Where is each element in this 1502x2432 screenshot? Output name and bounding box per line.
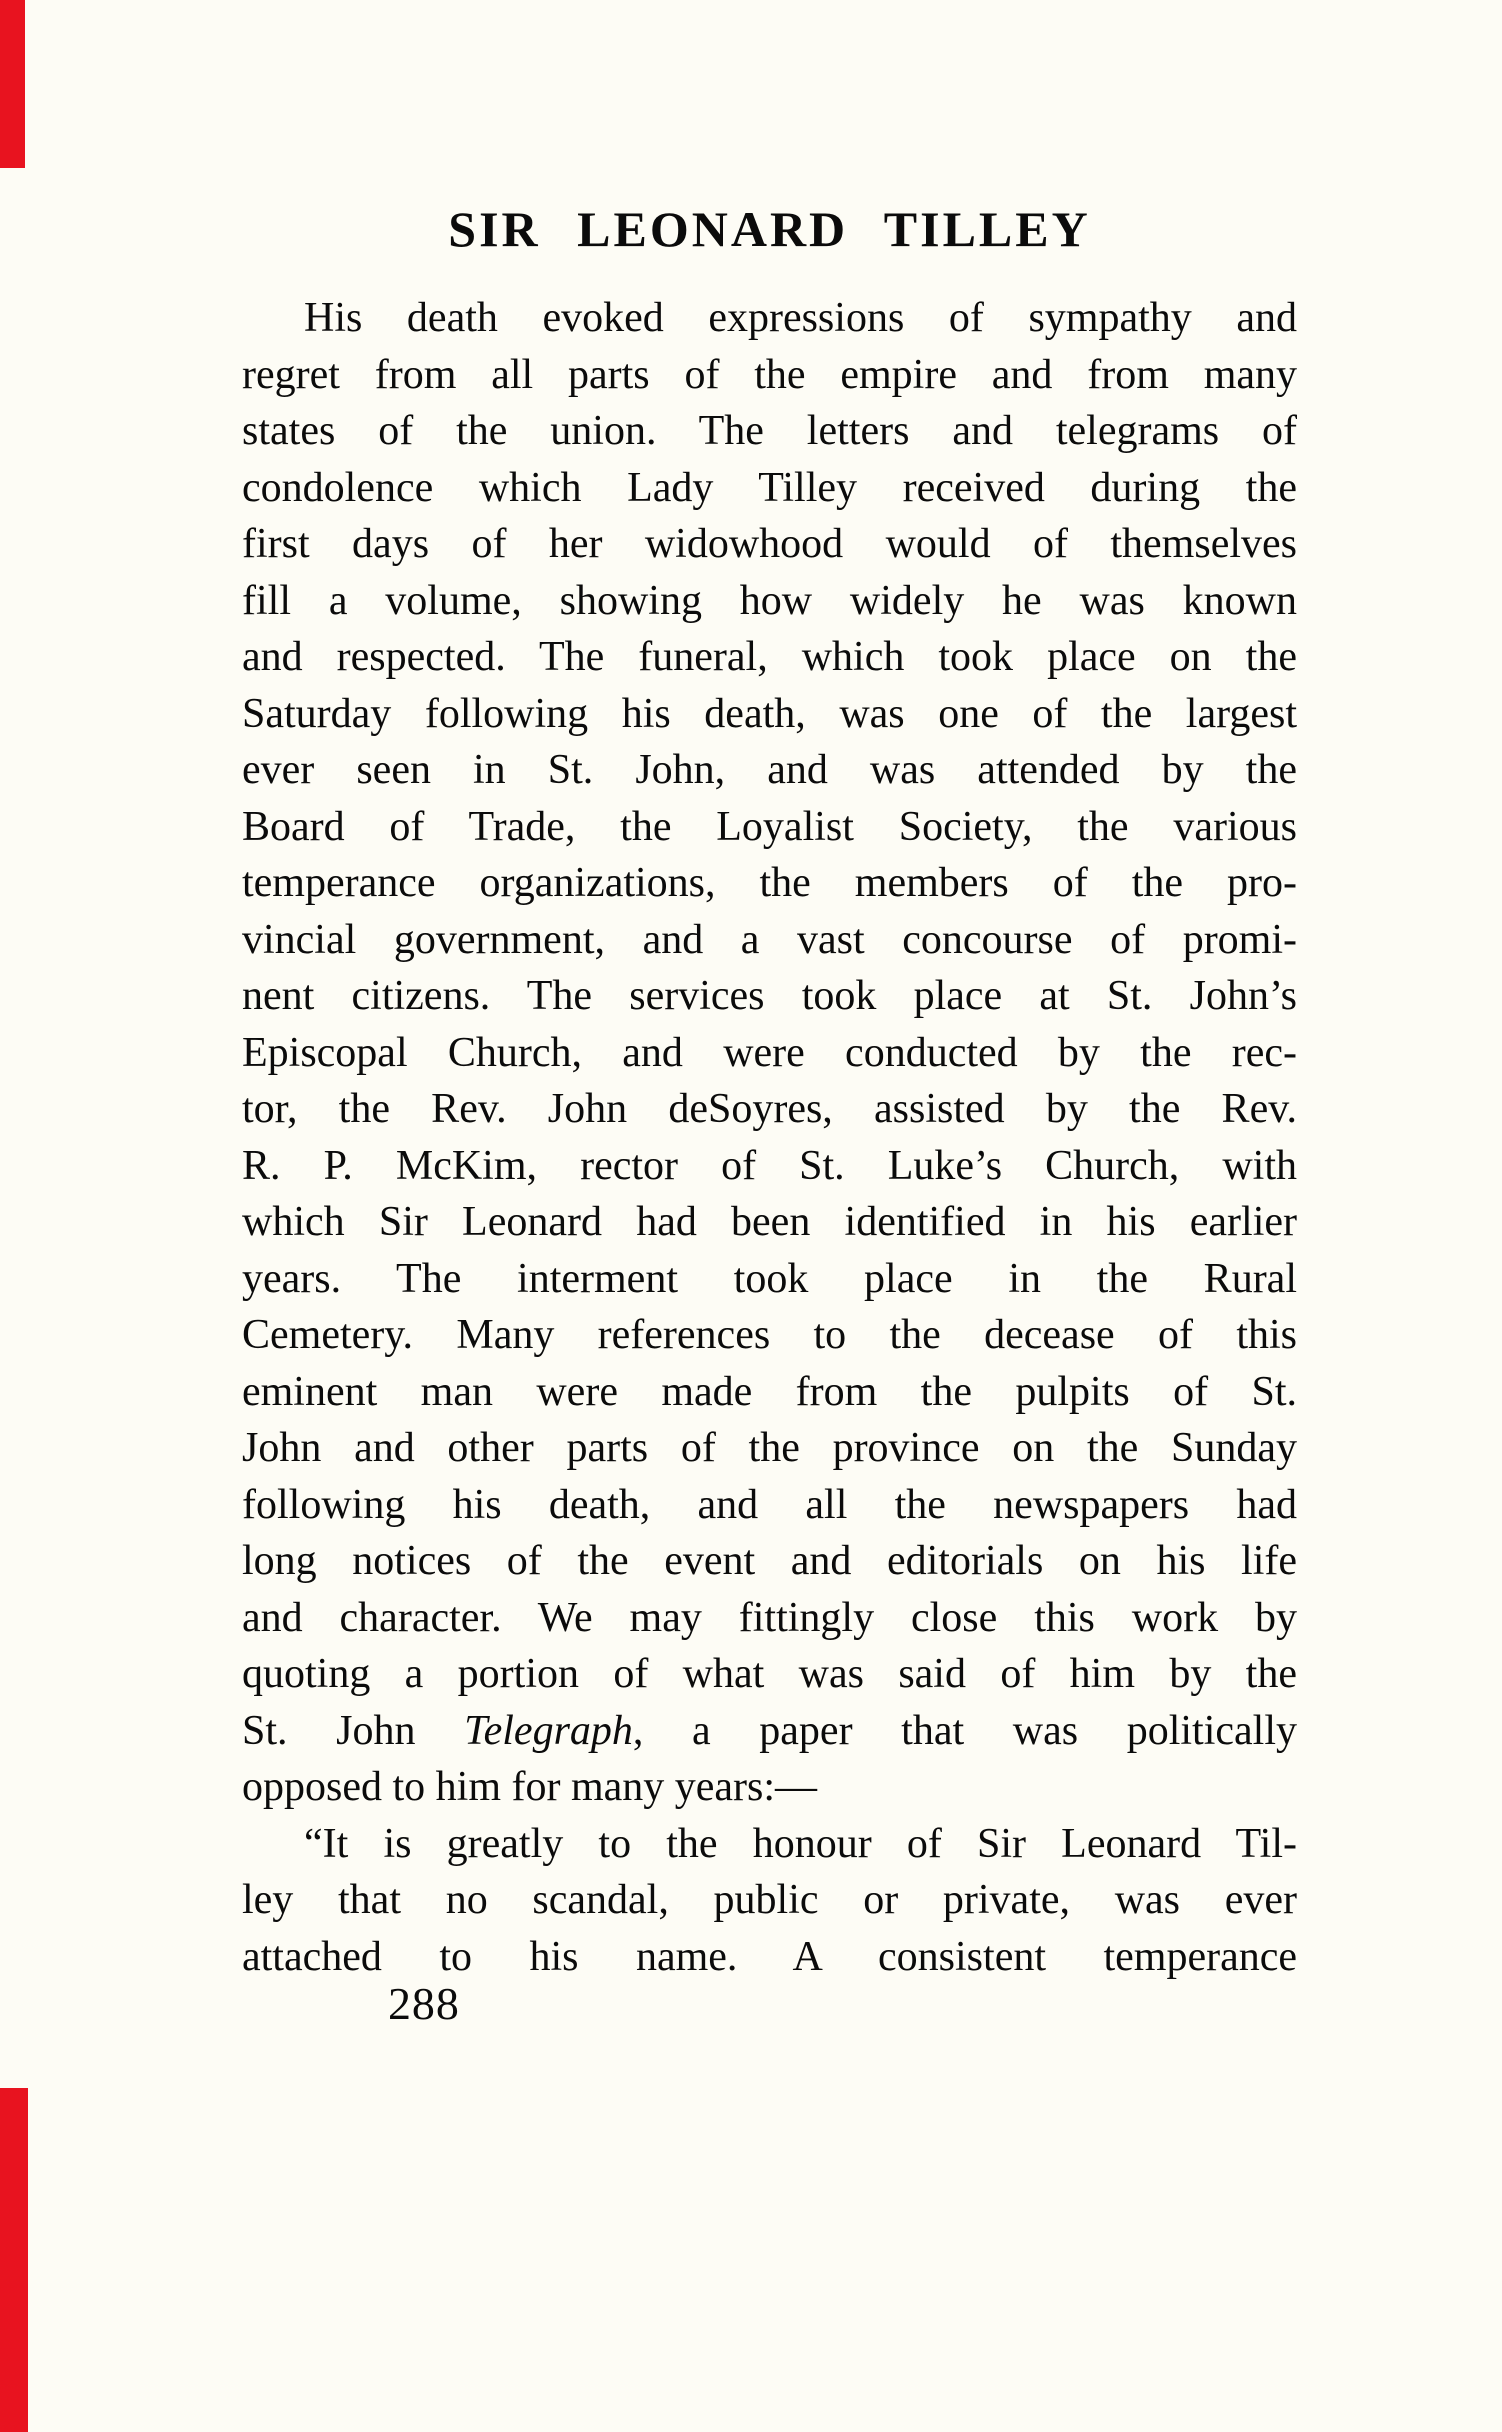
text-line: ley that no scandal, public or private, was ever (242, 1877, 1297, 1923)
text-line: John and other parts of the province on the Sunday (242, 1425, 1297, 1471)
text-line: nent citizens. The services took place at St. John’s (242, 973, 1297, 1019)
text-line: quoting a portion of what was said of him by the (242, 1651, 1297, 1697)
page-number: 288 (388, 1978, 460, 2029)
text-line: condolence which Lady Tilley received during the (242, 464, 1297, 511)
text-line: St. John Telegraph, a paper that was politically (242, 1707, 1297, 1754)
page-title: SIR LEONARD TILLEY (448, 201, 1091, 257)
text-line: following his death, and all the newspapers had (242, 1481, 1297, 1528)
text-line: tor, the Rev. John deSoyres, assisted by the Rev. (242, 1086, 1297, 1132)
text-line: Board of Trade, the Loyalist Society, the various (242, 803, 1297, 850)
text-line: ever seen in St. John, and was attended by the (242, 747, 1297, 793)
text-line: years. The interment took place in the Rural (242, 1255, 1297, 1302)
text-line: Saturday following his death, was one of the largest (242, 690, 1297, 737)
text-line: R. P. McKim, rector of St. Luke’s Church, with (242, 1142, 1297, 1189)
text-line: which Sir Leonard had been identified in his earlier (242, 1199, 1297, 1245)
text-line: first days of her widowhood would of themselves (242, 521, 1297, 567)
text-line: states of the union. The letters and telegrams of (242, 408, 1297, 454)
text-line: regret from all parts of the empire and from many (242, 351, 1297, 398)
text-line: “It is greatly to the honour of Sir Leonard Til- (304, 1820, 1297, 1867)
body-text (242, 290, 1297, 1985)
text-line: Episcopal Church, and were conducted by the rec- (242, 1029, 1297, 1076)
text-line: and respected. The funeral, which took place on the (242, 634, 1297, 680)
text-line: eminent man were made from the pulpits of St. (242, 1368, 1297, 1415)
text-line: attached to his name. A consistent temperance (242, 1933, 1297, 1980)
text-line: His death evoked expressions of sympathy and (304, 295, 1297, 341)
text-line: temperance organizations, the members of the pro- (242, 860, 1297, 906)
scan-artifact-bottom-bar (0, 2088, 28, 2432)
text-line: fill a volume, showing how widely he was known (242, 577, 1297, 624)
text-line: long notices of the event and editorials on his life (242, 1538, 1297, 1584)
text-line: and character. We may fittingly close this work by (242, 1594, 1297, 1641)
text-line: opposed to him for many years:— (242, 1764, 818, 1810)
scan-artifact-top-bar (0, 0, 25, 168)
text-line: vincial government, and a vast concourse of promi- (242, 916, 1297, 963)
text-line: Cemetery. Many references to the decease of this (242, 1312, 1297, 1358)
